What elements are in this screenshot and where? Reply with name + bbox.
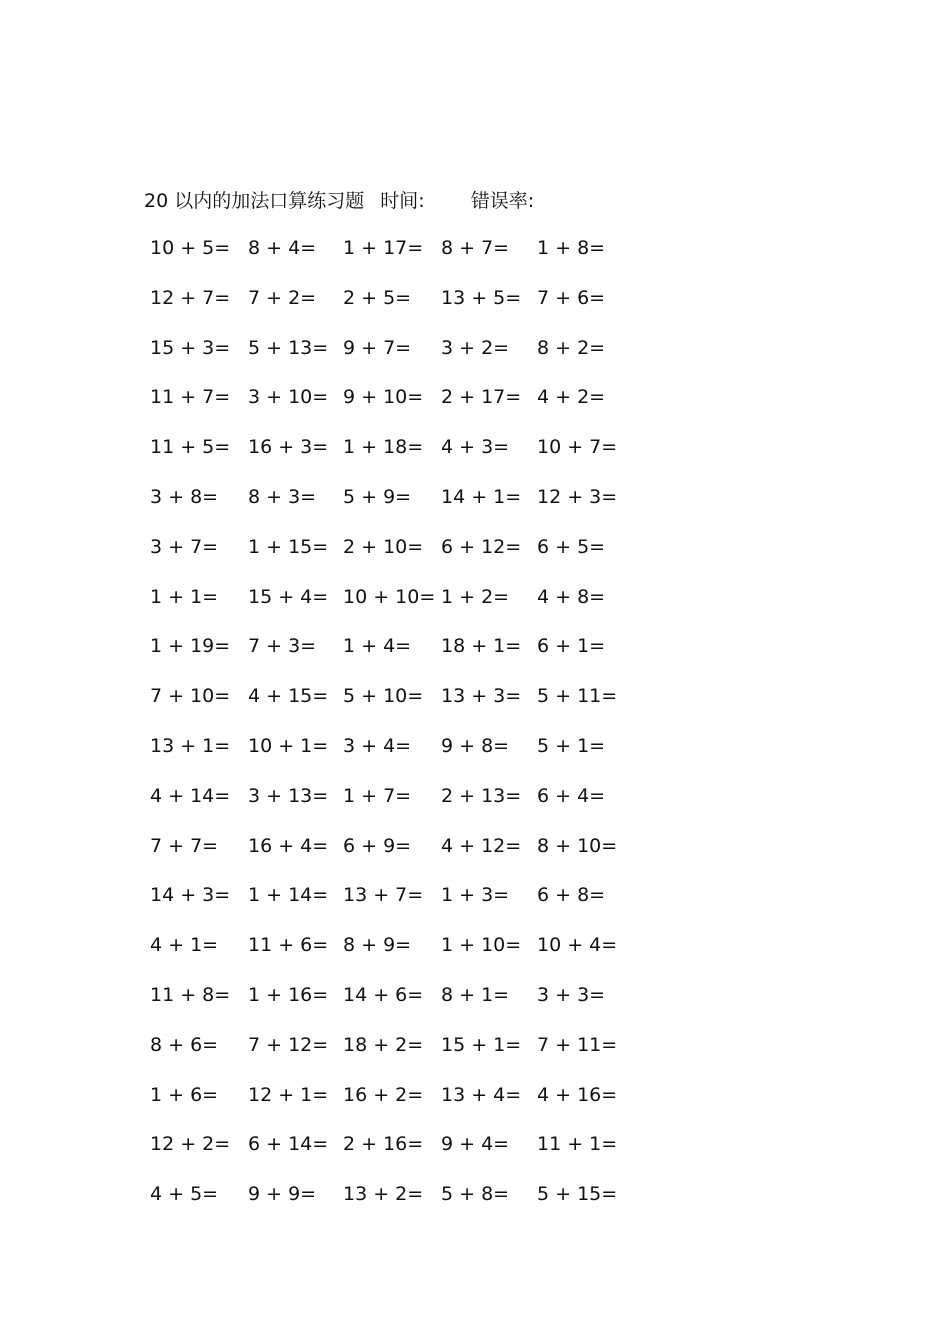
problem-cell: 7 + 3= (248, 635, 317, 658)
problem-cell: 16 + 4= (248, 834, 329, 857)
problem-cell: 1 + 8= (537, 237, 606, 259)
problem-cell: 13 + 1= (150, 734, 231, 757)
problem-row (144, 381, 624, 431)
problem-cell: 1 + 18= (343, 436, 424, 459)
problem-cell: 4 + 14= (150, 784, 231, 807)
problem-cell: 9 + 10= (343, 386, 424, 409)
problem-cell: 18 + 2= (343, 1033, 424, 1056)
problem-cell: 1 + 2= (441, 585, 510, 608)
problem-cell: 15 + 3= (150, 336, 231, 359)
problem-cell: 11 + 7= (150, 386, 231, 409)
problem-cell: 1 + 16= (248, 983, 329, 1006)
problem-cell: 10 + 7= (537, 436, 618, 459)
problem-row (144, 830, 624, 880)
problem-cell: 8 + 2= (537, 336, 606, 359)
problem-cell: 14 + 6= (343, 983, 424, 1006)
problem-row (144, 1128, 624, 1178)
problem-cell: 10 + 10= (343, 585, 436, 608)
problem-cell: 7 + 10= (150, 685, 231, 708)
problem-cell: 15 + 1= (441, 1033, 522, 1056)
worksheet-title: 20 以内的加法口算练习题 (144, 190, 365, 212)
problem-cell: 3 + 10= (248, 386, 329, 409)
problem-row (144, 431, 624, 481)
problem-cell: 15 + 4= (248, 585, 329, 608)
problem-cell: 1 + 6= (150, 1083, 219, 1106)
problem-cell: 8 + 1= (441, 983, 510, 1006)
problem-row (144, 680, 624, 730)
problem-cell: 6 + 8= (537, 884, 606, 907)
problem-cell: 11 + 5= (150, 436, 231, 459)
problem-row (144, 1178, 624, 1228)
problem-cell: 11 + 6= (248, 934, 329, 957)
problem-cell: 13 + 2= (343, 1183, 424, 1206)
problem-cell: 6 + 12= (441, 535, 522, 558)
problem-cell: 7 + 11= (537, 1033, 618, 1056)
problem-row (144, 332, 624, 382)
problem-cell: 2 + 10= (343, 535, 424, 558)
problem-cell: 2 + 17= (441, 386, 522, 409)
problem-cell: 12 + 7= (150, 286, 231, 309)
problem-cell: 8 + 7= (441, 237, 510, 259)
problem-cell: 10 + 1= (248, 734, 329, 757)
problem-cell: 4 + 15= (248, 685, 329, 708)
problem-cell: 1 + 4= (343, 635, 412, 658)
problem-grid (144, 232, 624, 1228)
problem-cell: 5 + 11= (537, 685, 618, 708)
problem-cell: 5 + 8= (441, 1183, 510, 1206)
problem-cell: 8 + 9= (343, 934, 412, 957)
problem-cell: 10 + 4= (537, 934, 618, 957)
problem-cell: 18 + 1= (441, 635, 522, 658)
problem-cell: 8 + 10= (537, 834, 618, 857)
problem-cell: 6 + 4= (537, 784, 606, 807)
problem-cell: 1 + 15= (248, 535, 329, 558)
problem-cell: 6 + 9= (343, 834, 412, 857)
problem-cell: 5 + 9= (343, 485, 412, 508)
problem-cell: 5 + 1= (537, 734, 606, 757)
problem-cell: 1 + 17= (343, 237, 424, 259)
problem-cell: 1 + 14= (248, 884, 329, 907)
problem-row (144, 630, 624, 680)
problem-cell: 6 + 5= (537, 535, 606, 558)
problem-row (144, 531, 624, 581)
problem-cell: 4 + 3= (441, 436, 510, 459)
problem-cell: 1 + 10= (441, 934, 522, 957)
problem-cell: 7 + 2= (248, 286, 317, 309)
problem-cell: 8 + 3= (248, 485, 317, 508)
problem-cell: 8 + 4= (248, 237, 317, 259)
problem-row (144, 282, 624, 332)
problem-cell: 2 + 13= (441, 784, 522, 807)
problem-row (144, 879, 624, 929)
worksheet-header (144, 186, 534, 216)
problem-cell: 7 + 6= (537, 286, 606, 309)
problem-cell: 3 + 3= (537, 983, 606, 1006)
problem-cell: 1 + 1= (150, 585, 219, 608)
problem-cell: 13 + 7= (343, 884, 424, 907)
problem-cell: 2 + 16= (343, 1133, 424, 1156)
problem-cell: 4 + 12= (441, 834, 522, 857)
time-label: 时间: (380, 190, 425, 212)
problem-cell: 7 + 7= (150, 834, 219, 857)
problem-cell: 16 + 3= (248, 436, 329, 459)
problem-row (144, 581, 624, 631)
problem-cell: 13 + 4= (441, 1083, 522, 1106)
problem-cell: 10 + 5= (150, 237, 231, 259)
problem-cell: 4 + 5= (150, 1183, 219, 1206)
problem-row (144, 1029, 624, 1079)
problem-cell: 12 + 3= (537, 485, 618, 508)
problem-cell: 2 + 5= (343, 286, 412, 309)
problem-cell: 4 + 2= (537, 386, 606, 409)
problem-row (144, 481, 624, 531)
problem-cell: 5 + 15= (537, 1183, 618, 1206)
problem-cell: 3 + 13= (248, 784, 329, 807)
problem-cell: 1 + 3= (441, 884, 510, 907)
problem-cell: 3 + 7= (150, 535, 219, 558)
problem-cell: 7 + 12= (248, 1033, 329, 1056)
problem-cell: 11 + 1= (537, 1133, 618, 1156)
problem-row (144, 232, 624, 282)
problem-row (144, 979, 624, 1029)
problem-cell: 3 + 4= (343, 734, 412, 757)
problem-row (144, 929, 624, 979)
problem-cell: 3 + 2= (441, 336, 510, 359)
problem-row (144, 730, 624, 780)
problem-cell: 16 + 2= (343, 1083, 424, 1106)
problem-cell: 8 + 6= (150, 1033, 219, 1056)
problem-cell: 11 + 8= (150, 983, 231, 1006)
problem-row (144, 780, 624, 830)
problem-cell: 9 + 8= (441, 734, 510, 757)
problem-cell: 4 + 1= (150, 934, 219, 957)
problem-cell: 6 + 14= (248, 1133, 329, 1156)
problem-cell: 5 + 13= (248, 336, 329, 359)
problem-cell: 12 + 1= (248, 1083, 329, 1106)
problem-cell: 9 + 4= (441, 1133, 510, 1156)
problem-cell: 3 + 8= (150, 485, 219, 508)
problem-cell: 5 + 10= (343, 685, 424, 708)
problem-cell: 4 + 8= (537, 585, 606, 608)
problem-cell: 6 + 1= (537, 635, 606, 658)
problem-cell: 14 + 3= (150, 884, 231, 907)
problem-cell: 14 + 1= (441, 485, 522, 508)
problem-cell: 4 + 16= (537, 1083, 618, 1106)
problem-cell: 1 + 19= (150, 635, 231, 658)
problem-cell: 9 + 7= (343, 336, 412, 359)
error-rate-label: 错误率: (470, 190, 535, 212)
problem-cell: 9 + 9= (248, 1183, 317, 1206)
problem-cell: 1 + 7= (343, 784, 412, 807)
problem-row (144, 1079, 624, 1129)
problem-cell: 12 + 2= (150, 1133, 231, 1156)
problem-cell: 13 + 5= (441, 286, 522, 309)
problem-cell: 13 + 3= (441, 685, 522, 708)
